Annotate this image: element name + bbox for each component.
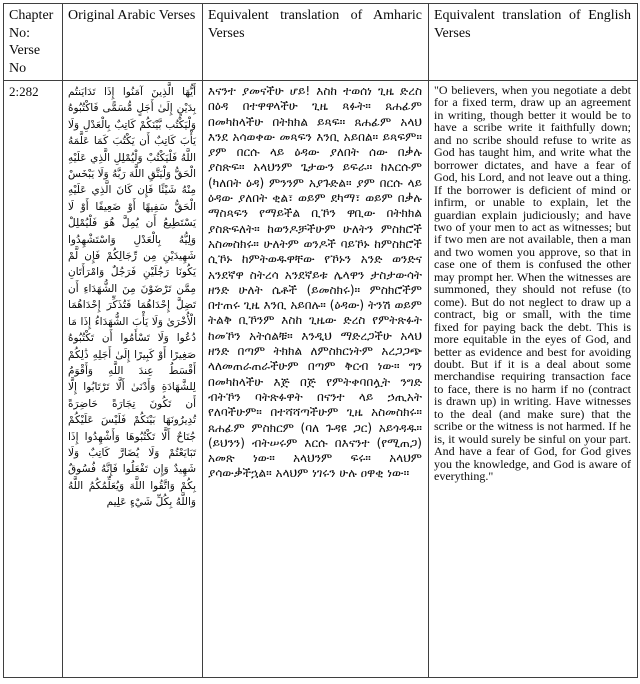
- header-chapter-verse-no: Chapter No: Verse No: [4, 4, 63, 81]
- cell-arabic-verse: أَيُّهَا الَّذِينَ آمَنُوا إِذَا تَدَايَنتُم بِدَيْنٍ إِلَىٰ أَجَلٍ مُّسَمًّى فَاكْتُبُوهُ وَلْيَكْتُب بَّيْنَكُمْ كَاتِبٌ بِالْعَدْلِ وَلَا يَأْبَ كَاتِبٌ أَن يَكْتُبَ كَمَا عَلَّمَهُ اللَّهُ فَلْيَكْتُبْ وَلْيُمْلِلِ الَّذِي عَلَيْهِ الْحَقُّ وَلْيَتَّقِ اللَّهَ رَبَّهُ وَلَا يَبْخَسْ مِنْهُ شَيْئًا فَإِن كَانَ الَّذِي عَلَيْهِ الْحَقُّ سَفِيهًا أَوْ ضَعِيفًا أَوْ لَا يَسْتَطِيعُ أَن يُمِلَّ هُوَ فَلْيُمْلِلْ وَلِيُّهُ بِالْعَدْلِ وَاسْتَشْهِدُوا شَهِيدَيْنِ مِن رِّجَالِكُمْ فَإِن لَّمْ يَكُونَا رَجُلَيْنِ فَرَجُلٌ وَامْرَأَتَانِ مِمَّن تَرْضَوْنَ مِنَ الشُّهَدَاءِ أَن تَضِلَّ إِحْدَاهُمَا فَتُذَكِّرَ إِحْدَاهُمَا الْأُخْرَىٰ وَلَا يَأْبَ الشُّهَدَاءُ إِذَا مَا دُعُوا وَلَا تَسْأَمُوا أَن تَكْتُبُوهُ صَغِيرًا أَوْ كَبِيرًا إِلَىٰ أَجَلِهِ ذَٰلِكُمْ أَقْسَطُ عِندَ اللَّهِ وَأَقْوَمُ لِلشَّهَادَةِ وَأَدْنَىٰ أَلَّا تَرْتَابُوا إِلَّا أَن تَكُونَ تِجَارَةً حَاضِرَةً تُدِيرُونَهَا بَيْنَكُمْ فَلَيْسَ عَلَيْكُمْ جُنَاحٌ أَلَّا تَكْتُبُوهَا وَأَشْهِدُوا إِذَا تَبَايَعْتُمْ وَلَا يُضَارَّ كَاتِبٌ وَلَا شَهِيدٌ وَإِن تَفْعَلُوا فَإِنَّهُ فُسُوقٌ بِكُمْ وَاتَّقُوا اللَّهَ وَيُعَلِّمُكُمُ اللَّهُ وَاللَّهُ بِكُلِّ شَيْءٍ عَلِيم: [63, 81, 203, 678]
- cell-chapter-verse-number: 2:282: [4, 81, 63, 678]
- table-row: [4, 81, 638, 678]
- header-row: [4, 4, 638, 81]
- header-english-translation: Equivalent translation of English Verses: [429, 4, 638, 81]
- cell-amharic-verse: እናንተ ያመናችሁ ሆይ! እስከ ተወሰነ ጊዜ ድረስ በዕዳ በተዋዋላችሁ ጊዜ ጻፉት። ጸሐፊም በመካከላችሁ በትክክል ይጻፍ። ጸሐፊም አላህ እንደ አሳወቀው መጻፍን እንቢ አይበል። ይጻፍም። ያም በርሱ ላይ ዕዳው ያለበት ሰው በቃሉ ያስጽፍ። አላህንም ጌታውን ይፍራ። ከእርሱም (ካለበት ዕዳ) ምንንም አያጉድል። ያም በርሱ ላይ ዕዳው ያለበት ቂል፣ ወይም ደካማ፣ ወይም በቃሉ ማስጻፍን የማይችል ቢኾን ዋቢው በትክክል ያስጽፍለት። ከወንዶቻችሁም ሁለትን ምስክሮች አስመስክሩ። ሁለትም ወንዶች ባይኾኑ ከምስክሮች ሲኾኑ ከምትወዱዋቸው የኾኑን አንድ ወንድና አንደኛዋ ስትረሳ አንደኛይቱ ሌላዋን ታስታውሳት ዘንድ ሁለት ሴቶች (ይመስክሩ)። ምስክሮችም በተጠሩ ጊዜ እንቢ አይበሉ። (ዕዳው) ትንሽ ወይም ትልቅ ቢኾንም እስከ ጊዜው ድረስ የምትጽፉት ከመኾን አትሰልቹ። እንዲህ ማድረጋችሁ አላህ ዘንድ በጣም ትክክል ለምስክርነትም አረጋጋጭ ላለመጠራጠራችሁም በጣም ቅርብ ነው። ግን በመካከላችሁ እጅ በጅ የምትቀባበሏት ንግድ ብትኾን ባትጽፉዋት በናንተ ላይ ኃጢአት የለባችሁም። በተሻሻጣችሁም ጊዜ አስመስክሩ። ጸሐፊም ምስክርም (ባለ ጉዳዩ ጋር) አይጎዳዱ። (ይህንን) ብትሠሩም እርሱ በእናንተ (የሚጠጋ) አመጽ ነው። አላህንም ፍሩ። አላህም ያሳውቃችኋል። አላህም ነገሩን ሁሉ ዐዋቂ ነው።: [203, 81, 429, 678]
- header-original-arabic-verses: Original Arabic Verses: [63, 4, 203, 81]
- cell-english-verse: "O believers, when you negotiate a debt for a fixed term, draw up an agreement in writing, though better it would be to have a scribe write it faithfully down; and no scribe should refuse to write as God has taught him, and write what the borrower dictates, and have a fear of God, his Lord, and not leave out a thing. If the borrower is deficient of mind or infirm, or unable to explain, let the guardian explain judiciously; and have two of your men to act as witnesses; but if two men are not available, then a man and two women you approve, so that in case one of them is confused the other may prompt her. When the witnesses are summoned, they should not refuse (to come). But do not neglect to draw up a contract, big or small, with the time fixed for paying back the debt. This is more equitable in the eyes of God, and better as evidence and best for avoiding doubt. But if it is a deal about some merchandise requiring transaction face to face, there is no harm if no (contract is drawn up) in writing. Have witnesses to the deal (and make sure) that the scribe or the witness is not harmed. If he is, it would surely be sinful on your part. And have a fear of God, for God gives you the knowledge, and God is aware of everything.": [429, 81, 638, 678]
- verse-translation-table: [3, 3, 638, 678]
- header-amharic-translation: Equivalent translation of Amharic Verses: [203, 4, 429, 81]
